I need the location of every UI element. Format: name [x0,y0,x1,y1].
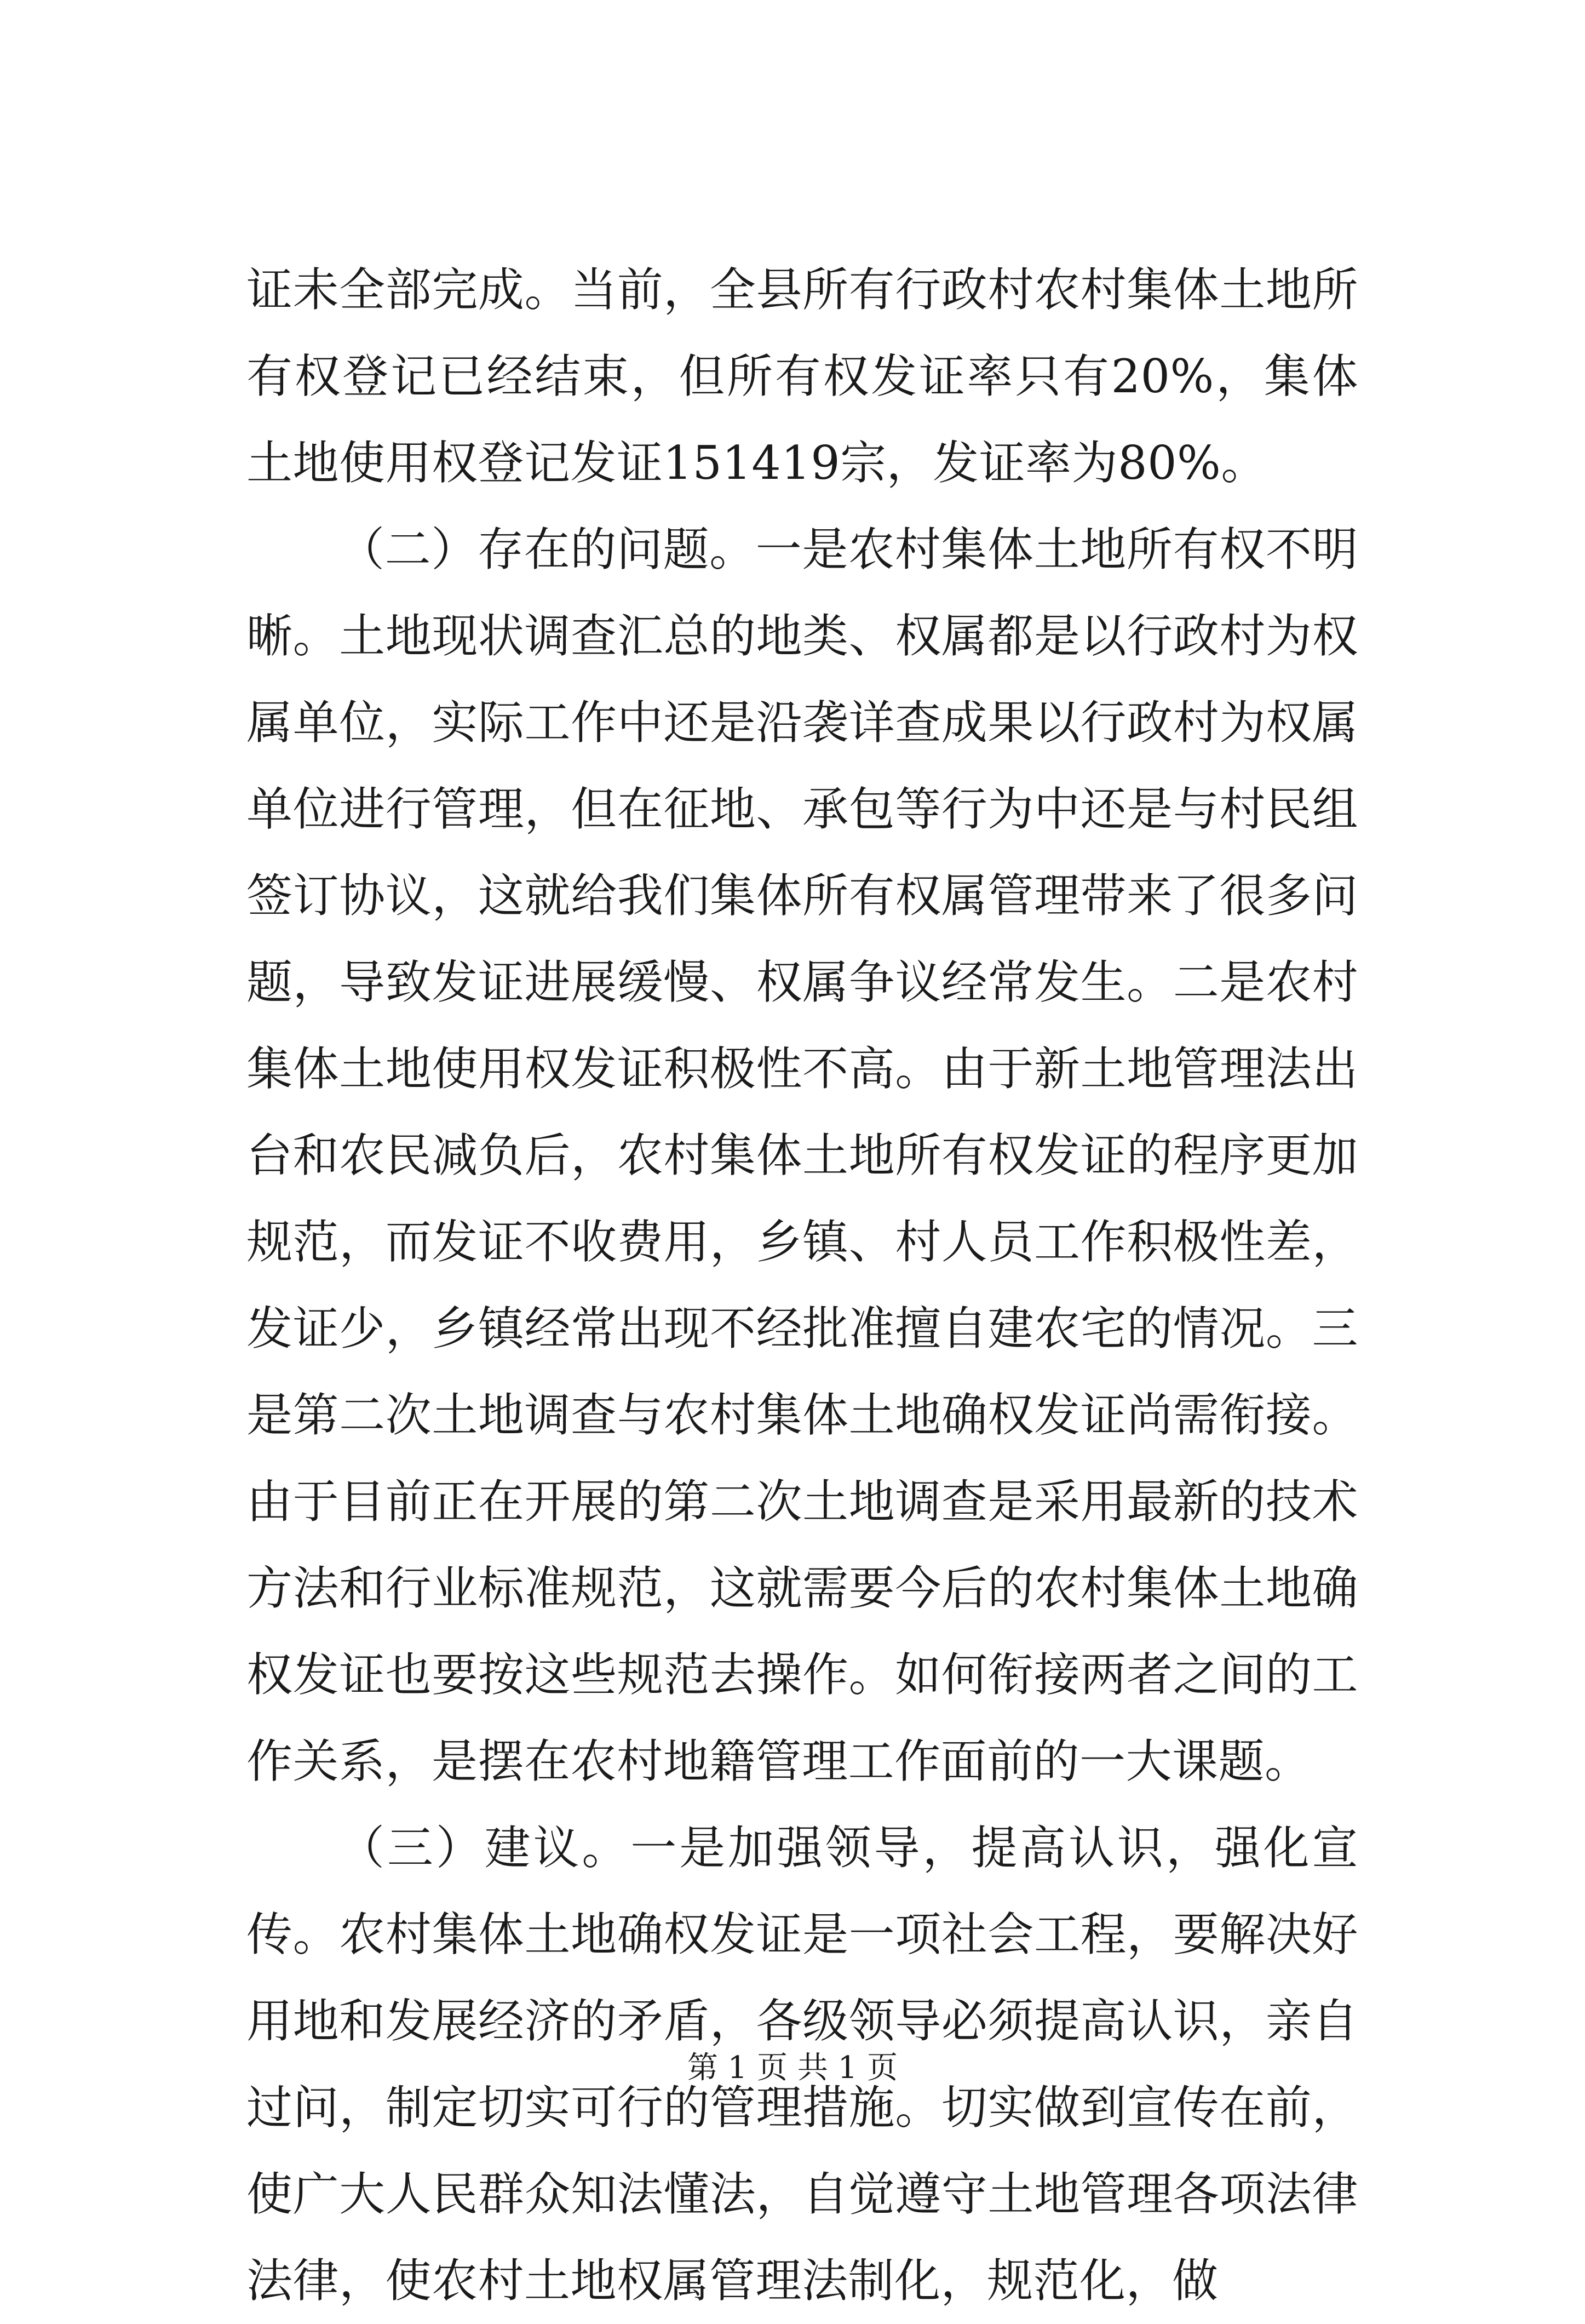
paragraph-2: （二）存在的问题。一是农村集体土地所有权不明晰。土地现状调查汇总的地类、权属都是以行政村为权属单位，实际工作中还是沿袭详查成果以行政村为权属单位进行管理，但在征地、承包等行为中还是与村民组签订协议，这就给我们集体所有权属管理带来了很多问题，导致发证进展缓慢、权属争议经常发生。二是农村集体土地使用权发证积极性不高。由于新土地管理法出台和农民减负后，农村集体土地所有权发证的程序更加规范，而发证不收费用，乡镇、村人员工作积极性差，发证少，乡镇经常出现不经批准擅自建农宅的情况。三是第二次土地调查与农村集体土地确权发证尚需衔接。由于目前正在开展的第二次土地调查是采用最新的技术方法和行业标准规范，这就需要今后的农村集体土地确权发证也要按这些规范去操作。如何衔接两者之间的工作关系，是摆在农村地籍管理工作面前的一大课题。 [246,523,1358,1788]
paragraph-1: 证未全部完成。当前，全县所有行政村农村集体土地所有权登记已经结束，但所有权发证率只有20%，集体土地使用权登记发证151419宗，发证率为80%。 [246,263,1358,490]
paragraph-3: （三）建议。一是加强领导，提高认识，强化宣传。农村集体土地确权发证是一项社会工程，要解决好用地和发展经济的矛盾，各级领导必须提高认识，亲自过问，制定切实可行的管理措施。切实做到宣传在前，使广大人民群众知法懂法，自觉遵守土地管理各项法律法律，使农村土地权属管理法制化，规范化，做 [246,1821,1358,2308]
page-footer: 第 1 页 共 1 页 [687,2050,898,2086]
document-body [246,247,1358,2324]
